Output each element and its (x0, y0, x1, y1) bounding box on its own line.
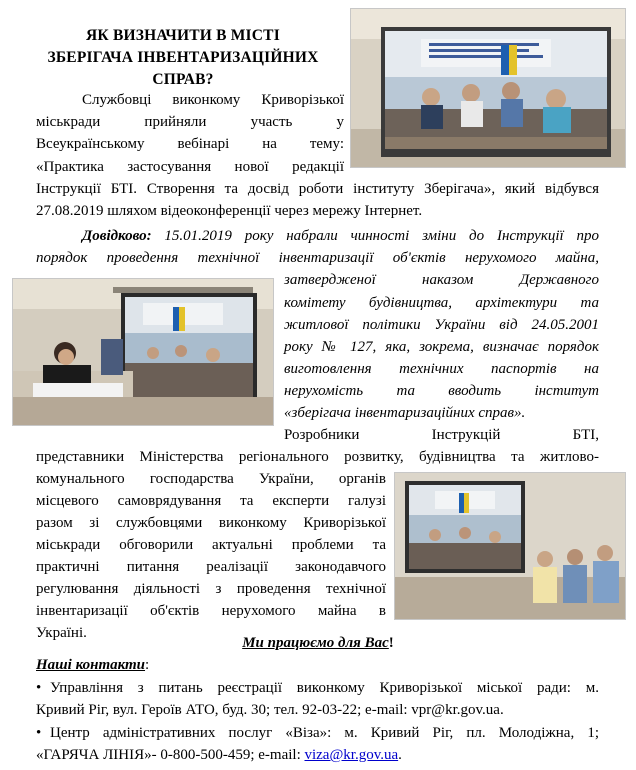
contact-2-line-2 (36, 744, 402, 766)
page-title (18, 25, 348, 91)
reference-line-5: житлової політики України від 24.05.2001 (284, 317, 599, 333)
contact-2-end: . (398, 747, 402, 763)
developers-line-1: Розробники Інструкцій БТІ, (284, 427, 599, 443)
slogan (0, 632, 636, 654)
intro-line-1: Службовці виконкому Криворізької (82, 92, 344, 108)
contact-2-text-1: Центр адміністративних послуг «Віза»: м. Кривий Ріг, пл. Молодіжна, 1; (50, 725, 599, 741)
contacts-heading (36, 654, 149, 676)
intro-line-5: Інструкції БТІ. Створення та досвід роботи інституту Зберігача», який відбувся (36, 181, 599, 197)
title-line-3: СПРАВ? (152, 71, 214, 88)
developers-line-9: інвентаризації об'єктів нерухомого майна в (36, 603, 386, 619)
developers-line-10: Україні. (36, 625, 87, 641)
intro-line-2: міськради прийняли участь у (36, 114, 344, 130)
contacts-heading-text: Наші контакти (36, 657, 146, 673)
contact-2-line-1 (36, 722, 599, 744)
developers-line-8: регулювання діяльності з проведення технічної (36, 581, 386, 597)
photo-participant-at-screen (12, 278, 274, 426)
contact-2-text-2: «ГАРЯЧА ЛІНІЯ»- 0-800-500-459; e-mail: (36, 747, 301, 763)
contact-1-line-2: Кривий Ріг, вул. Героїв АТО, буд. 30; тел. 92-03-22; e-mail: vpr@kr.gov.ua. (36, 702, 504, 718)
photo-videoconference-screen (350, 8, 626, 168)
reference-first-line: 15.01.2019 року набрали чинності зміни до Інструкції про (164, 228, 600, 244)
developers-line-6: міськради обговорили актуальні проблеми та (36, 537, 386, 553)
reference-line-2: порядок проведення технічної інвентаризації об'єктів нерухомого майна, (36, 250, 599, 266)
developers-line-3: комунального господарства України, органів (36, 471, 386, 487)
viza-email-link[interactable]: viza@kr.gov.ua (304, 747, 399, 763)
title-line-1: ЯК ВИЗНАЧИТИ В МІСТІ (86, 27, 280, 44)
reference-line-9: «зберігача інвентаризаційних справ». (284, 405, 526, 421)
reference-line-1 (82, 225, 599, 247)
slogan-punct: ! (388, 635, 394, 651)
intro-line-3: Всеукраїнському вебінарі на тему: (36, 136, 344, 152)
developers-line-2: представники Міністерства регіонального розвитку, будівництва та житлово- (36, 449, 599, 465)
contacts-heading-colon: : (145, 657, 150, 673)
bullet: • (36, 680, 42, 696)
reference-line-3: затвердженої наказом Державного (284, 272, 599, 288)
developers-line-5: разом зі службовцями виконкому Криворізької (36, 515, 386, 531)
intro-line-6: 27.08.2019 шляхом відеоконференції через мережу Інтернет. (36, 203, 423, 219)
reference-label: Довідково: (82, 228, 152, 244)
developers-line-7: практичні питання реалізації законодавчого (36, 559, 386, 575)
photo-seminar-audience (394, 472, 626, 620)
reference-line-8: нерухомість та вводить інститут (284, 383, 599, 399)
title-line-2: ЗБЕРІГАЧА ІНВЕНТАРИЗАЦІЙНИХ (47, 49, 319, 66)
contact-1-text-1: Управління з питань реєстрації виконкому Криворізької міської ради: м. (50, 680, 599, 696)
reference-line-6: року № 127, яка, зокрема, визначає порядок (284, 339, 599, 355)
intro-line-4: «Практика застосування нової редакції (36, 159, 344, 175)
contact-1-line-1 (36, 677, 599, 699)
reference-line-7: виготовлення технічних паспортів на (284, 361, 599, 377)
slogan-text: Ми працюємо для Вас (242, 635, 389, 651)
developers-line-4: місцевого самоврядування та експерти галузі (36, 493, 386, 509)
reference-line-4: комітету будівництва, архітектури та (284, 295, 599, 311)
bullet: • (36, 725, 42, 741)
